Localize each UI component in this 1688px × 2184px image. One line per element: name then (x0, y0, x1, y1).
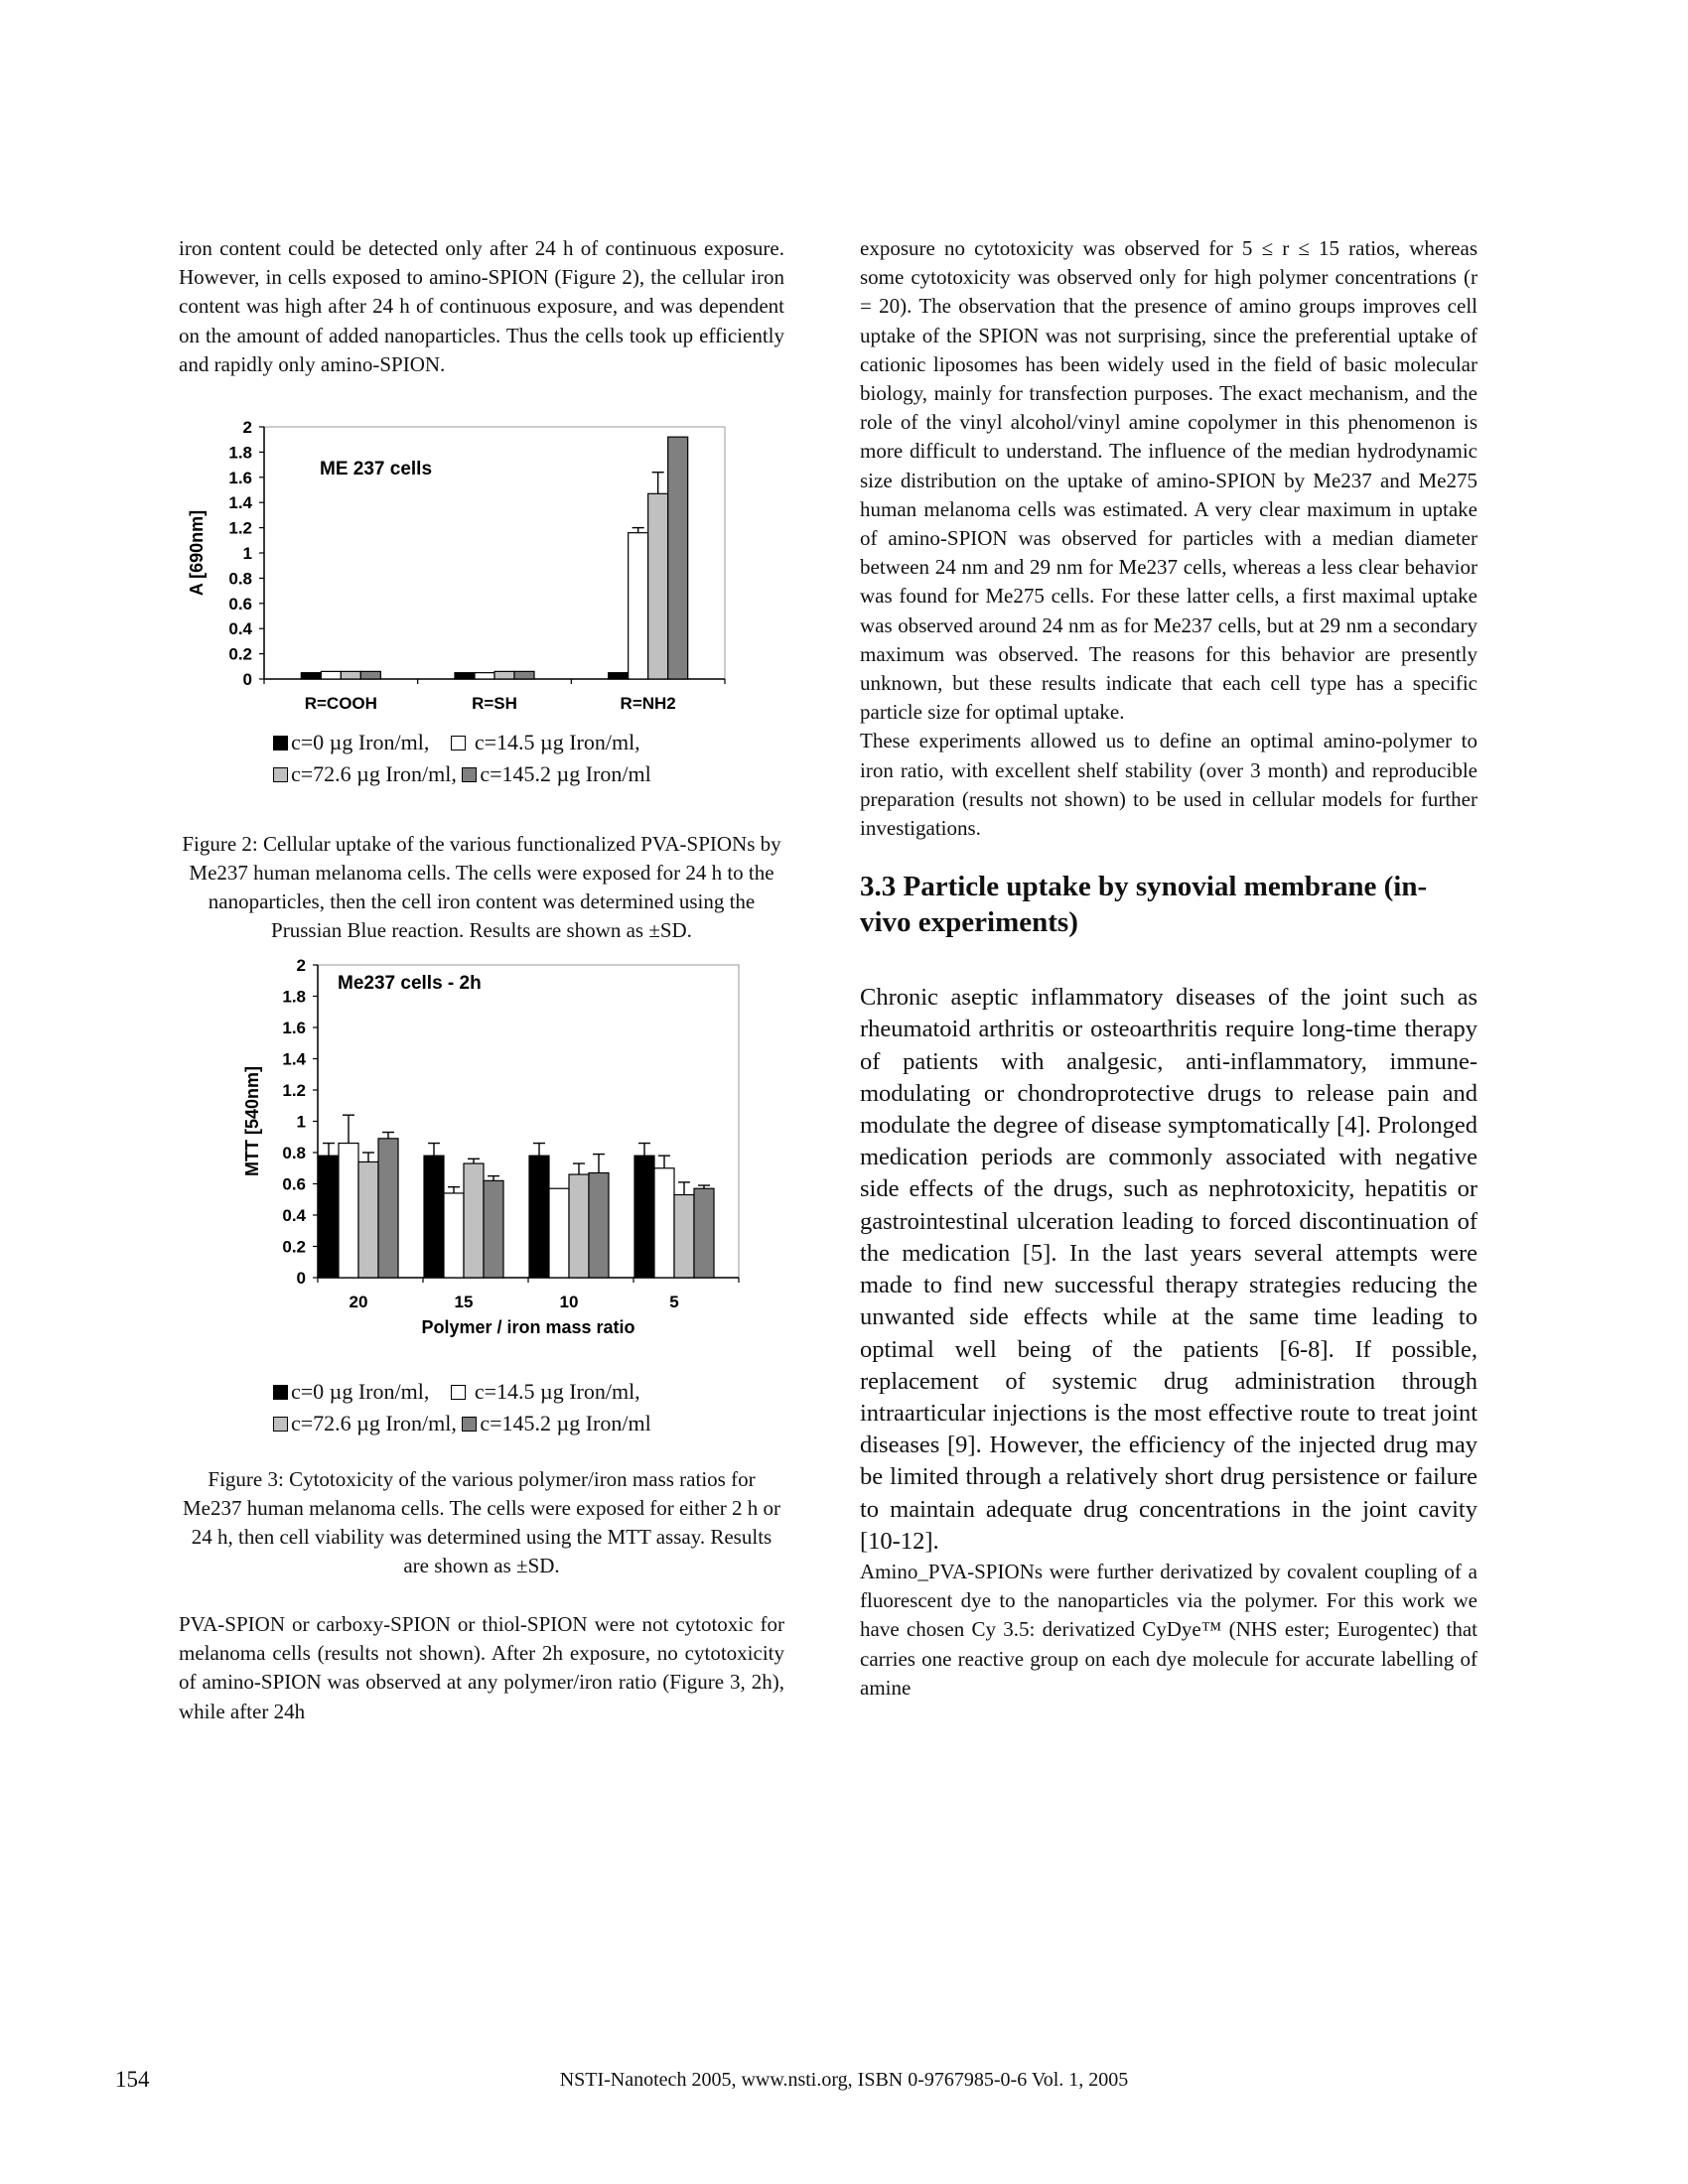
bar (514, 671, 534, 679)
legend-label: c=14.5 µg Iron/ml, (474, 730, 640, 755)
bar (494, 671, 514, 679)
legend-swatch-white (451, 1385, 466, 1400)
figure-2-legend (273, 727, 784, 790)
chart-figure-3 (179, 955, 784, 1370)
y-tick-label: 1 (296, 1112, 306, 1132)
y-tick-label: 1.8 (282, 987, 306, 1007)
y-tick-label: 1.8 (228, 443, 252, 463)
y-axis-label: A [690nm] (187, 509, 207, 597)
x-tick-label: 20 (349, 1293, 368, 1312)
section-heading: 3.3 Particle uptake by synovial membrane (in-vivo experiments) (860, 871, 1428, 939)
bar (475, 673, 494, 679)
body-paragraph: exposure no cytotoxicity was observed for 5 ≤ r ≤ 15 ratios, whereas some cytotoxicity was observed only for high polymer concentrations (r = 20). The observation that the presence of amino groups improves cell uptake of the SPION was not surprising, since the preferential uptake of cationic liposomes has been widely used in the field of basic molecular biology, mainly for transfection purposes. The exact mechanism, and the role of the vinyl alcohol/vinyl amine copolymer in this phenomenon is more difficult to understand. The influence of the median hydrodynamic size distribution on the uptake of amino-SPION by Me237 and Me275 human melanoma cells was estimated. A very clear maximum in uptake of amino-SPION was observed for particles with a median diameter between 24 nm and 29 nm for Me237 cells, whereas a less clear behavior was found for Me275 cells. For these latter cells, a first maximal uptake was observed around 24 nm as for Me237 cells, but at 29 nm a secondary maximum was observed. The reasons for this behavior are presently unknown, but these results indicate that each cell type has a specific particle size for optimal uptake. (860, 236, 1477, 725)
bar (634, 1156, 654, 1278)
y-tick-label: 0.6 (282, 1174, 306, 1194)
y-tick-label: 1 (242, 544, 252, 564)
legend-label: c=14.5 µg Iron/ml, (474, 1379, 640, 1405)
bar (341, 671, 360, 679)
bar (609, 673, 629, 679)
bar (455, 673, 475, 679)
y-tick-label: 1.2 (282, 1081, 306, 1101)
right-column (860, 234, 1477, 1703)
bar (654, 1168, 674, 1278)
bar (358, 1161, 378, 1278)
y-tick-label: 1.4 (228, 493, 252, 513)
y-tick-label: 2 (296, 956, 306, 976)
y-tick-label: 1.6 (282, 1019, 306, 1038)
bar (549, 1188, 569, 1278)
chart-title: ME 237 cells (320, 459, 433, 480)
body-paragraph: iron content could be detected only after 24 h of continuous exposure. However, in cells exposed to amino-SPION (Figure 2), the cellular iron content was high after 24 h of continuous exposure, and was dependent on the amount of added nanoparticles. Thus the cells took up efficiently and rapidly only amino-SPION. (179, 236, 784, 376)
y-tick-label: 0.2 (228, 644, 252, 664)
bar (444, 1193, 464, 1278)
legend-swatch-lightgray (273, 767, 288, 782)
legend-label: c=0 µg Iron/ml, (291, 730, 430, 755)
legend-swatch-white (451, 736, 466, 751)
x-tick-label: R=COOH (304, 694, 377, 714)
y-tick-label: 1.4 (282, 1049, 306, 1069)
bar (484, 1180, 503, 1278)
legend-swatch-black (273, 1385, 288, 1400)
page-number: 154 (115, 2067, 150, 2092)
x-axis-label: Polymer / iron mass ratio (421, 1317, 635, 1338)
figure-2-caption: Figure 2: Cellular uptake of the various functionalized PVA-SPIONs by Me237 human melanoma cells. The cells were exposed for 24 h to the nanoparticles, then the cell iron content was determined using the Prussian Blue reaction. Results are shown as ±SD. (182, 832, 781, 943)
x-tick-label: R=NH2 (620, 694, 676, 714)
x-tick-label: 10 (559, 1293, 579, 1312)
y-tick-label: 0.8 (228, 569, 252, 589)
body-paragraph: Amino_PVA-SPIONs were further derivatized by covalent coupling of a fluorescent dye to the nanoparticles via the polymer. For this work we have chosen Cy 3.5: derivatized CyDye™ (NHS ester; Eurogentec) that carries one reactive group on each dye molecule for accurate labelling of amine (860, 1559, 1477, 1700)
legend-label: c=0 µg Iron/ml, (291, 1379, 430, 1405)
bar (629, 533, 648, 679)
footer-citation: NSTI-Nanotech 2005, www.nsti.org, ISBN 0-9767985-0-6 Vol. 1, 2005 (559, 2069, 1129, 2091)
legend-label: c=145.2 µg Iron/ml (480, 1411, 651, 1436)
chart-title: Me237 cells - 2h (338, 973, 482, 995)
legend-swatch-black (273, 736, 288, 751)
bar (668, 437, 688, 679)
y-tick-label: 0.2 (282, 1237, 306, 1257)
y-tick-label: 2 (242, 419, 252, 438)
body-paragraph: Chronic aseptic inflammatory diseases of the joint such as rheumatoid arthritis or osteoarthritis require long-time therapy of patients with analgesic, anti-inflammatory, immune-modulating or chondroprotective drugs to release pain and modulate the degree of disease symptomatically [4]. Prolonged medication periods are commonly associated with negative side effects of the drugs, such as nephrotoxicity, hepatitis or gastrointestinal ulceration leading to forced discontinuation of the medication [5]. In the last years several attempts were made to find new successful therapy strategies reducing the unwanted side effects while at the same time leading to optimal well being of the patients [6-8]. If possible, replacement of systemic drug administration through intraarticular injections is the most effective route to treat joint diseases [9]. However, the efficiency of the injected drug may be limited through a relatively short drug persistence or failure to maintain adequate drug concentrations in the joint cavity [10-12]. (860, 984, 1477, 1555)
legend-label: c=145.2 µg Iron/ml (480, 761, 651, 787)
bar (360, 671, 380, 679)
bar (569, 1174, 589, 1278)
bar (674, 1195, 694, 1278)
x-tick-label: 5 (669, 1293, 679, 1312)
bar (529, 1156, 549, 1278)
y-axis-label: MTT [540nm] (242, 1066, 262, 1177)
bar (321, 671, 341, 679)
body-paragraph: PVA-SPION or carboxy-SPION or thiol-SPION were not cytotoxic for melanoma cells (results not shown). After 2h exposure, no cytotoxicity of amino-SPION was observed at any polymer/iron ratio (Figure 3, 2h), while after 24h (179, 1612, 784, 1723)
x-tick-label: R=SH (472, 694, 517, 714)
bar (319, 1156, 339, 1278)
y-tick-label: 0.8 (282, 1144, 306, 1163)
chart-figure-2 (179, 419, 784, 727)
legend-swatch-lightgray (273, 1417, 288, 1432)
figure-3-caption: Figure 3: Cytotoxicity of the various polymer/iron mass ratios for Me237 human melanoma cells. The cells were exposed for either 2 h or 24 h, then cell viability was determined using the MTT assay. Results are shown as ±SD. (183, 1467, 780, 1578)
body-paragraph: These experiments allowed us to define an optimal amino-polymer to iron ratio, with excellent shelf stability (over 3 month) and reproducible preparation (results not shown) to be used in cellular models for further investigations. (860, 729, 1477, 841)
legend-swatch-gray (462, 1417, 477, 1432)
bar (648, 493, 668, 679)
y-tick-label: 0 (296, 1269, 306, 1289)
bar (694, 1188, 714, 1278)
bar (339, 1144, 358, 1278)
y-tick-label: 1.6 (228, 468, 252, 487)
left-column (179, 234, 784, 1726)
y-tick-label: 0.6 (228, 594, 252, 614)
y-tick-label: 1.2 (228, 518, 252, 538)
y-tick-label: 0.4 (228, 619, 252, 639)
y-tick-label: 0.4 (282, 1206, 306, 1226)
bar (301, 673, 321, 679)
x-tick-label: 15 (454, 1293, 474, 1312)
bar (378, 1139, 398, 1278)
bar (424, 1156, 444, 1278)
y-tick-label: 0 (242, 670, 252, 690)
legend-swatch-gray (462, 767, 477, 782)
figure-2 (179, 419, 784, 727)
legend-label: c=72.6 µg Iron/ml, (291, 761, 457, 787)
figure-3-legend (273, 1376, 784, 1439)
figure-3 (179, 955, 784, 1370)
legend-label: c=72.6 µg Iron/ml, (291, 1411, 457, 1436)
bar (589, 1172, 609, 1278)
bar (464, 1163, 484, 1278)
